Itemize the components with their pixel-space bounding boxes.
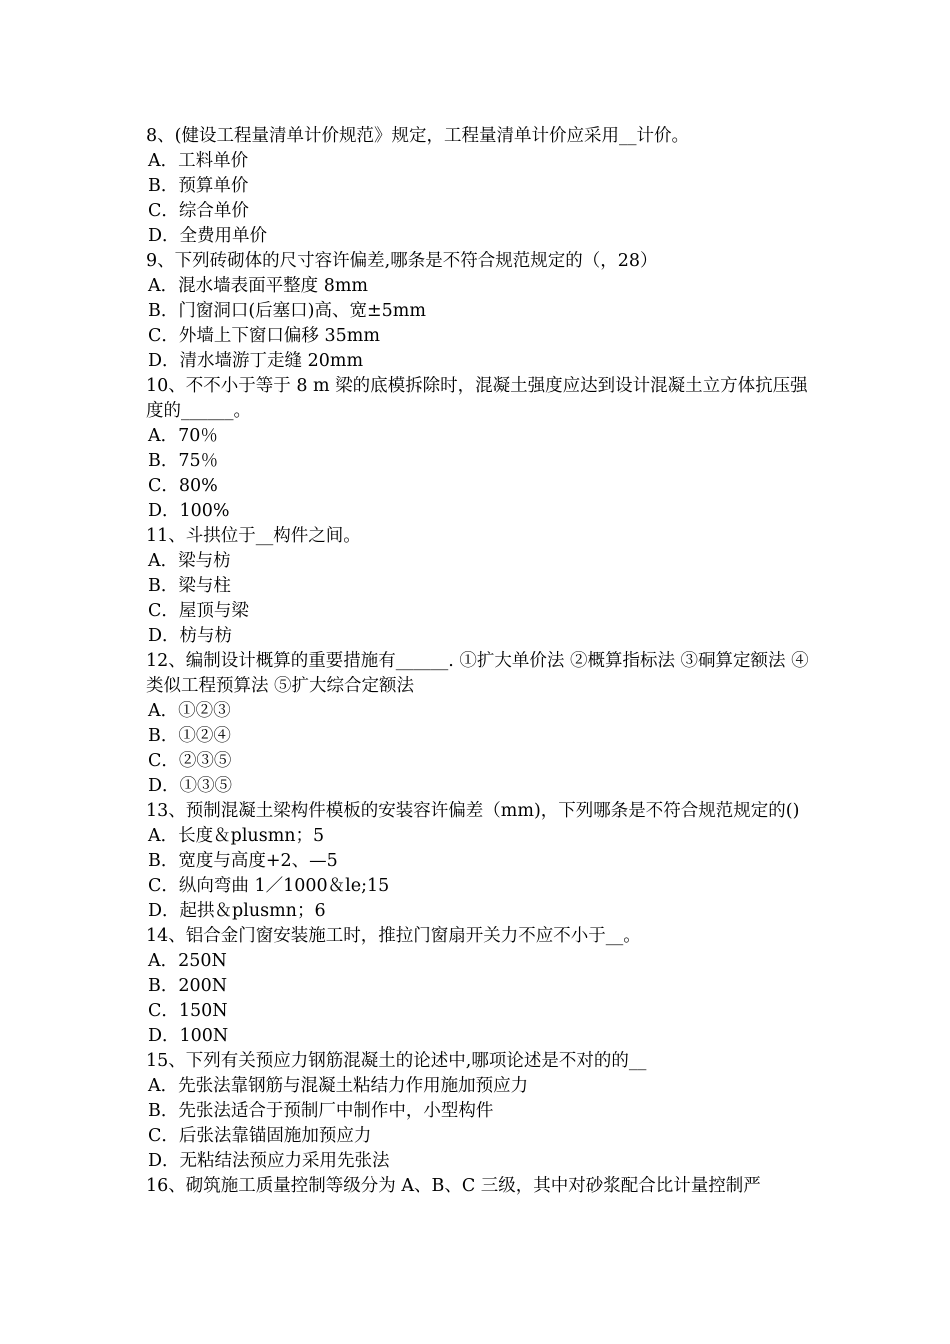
option-a: A．①②③ [148, 701, 231, 721]
question-stem: 9、下列砖砌体的尺寸容许偏差,哪条是不符合规范规定的（，28） [146, 251, 658, 271]
question-9 [146, 249, 810, 374]
question-stem: 11、斗拱位于__构件之间。 [146, 526, 361, 546]
option-b: B．门窗洞口(后塞口)高、宽±5mm [148, 301, 426, 321]
option-b: B．先张法适合于预制厂中制作中，小型构件 [148, 1101, 494, 1121]
question-12 [146, 649, 810, 799]
option-a: A．先张法靠钢筋与混凝土粘结力作用施加预应力 [148, 1076, 529, 1096]
option-a: A．长度＆plusmn；5 [148, 826, 325, 846]
option-d: D．①③⑤ [148, 776, 233, 796]
option-d: D．100% [148, 501, 230, 521]
option-c: C．综合单价 [148, 201, 249, 221]
option-a: A．工料单价 [148, 151, 249, 171]
option-a: A．梁与枋 [148, 551, 231, 571]
question-stem: 16、砌筑施工质量控制等级分为 A、B、C 三级，其中对砂浆配合比计量控制严 [146, 1176, 761, 1196]
option-d: D．起拱＆plusmn；6 [148, 901, 326, 921]
option-c: C．纵向弯曲 1／1000＆le;15 [148, 876, 390, 896]
option-d: D．枋与枋 [148, 626, 233, 646]
option-a: A．250N [148, 951, 227, 971]
option-b: B．梁与柱 [148, 576, 231, 596]
question-15 [146, 1049, 810, 1174]
question-11 [146, 524, 810, 649]
question-stem: 12、编制设计概算的重要措施有______. ①扩大单价法 ②概算指标法 ③硐算定额法 ④类似工程预算法 ⑤扩大综合定额法 [146, 651, 809, 696]
option-b: B．200N [148, 976, 228, 996]
option-b: B．预算单价 [148, 176, 249, 196]
option-b: B．宽度与高度+2、—5 [148, 851, 338, 871]
option-d: D．全费用单价 [148, 226, 268, 246]
option-a: A．混水墙表面平整度 8mm [148, 276, 369, 296]
option-a: A．70％ [148, 426, 218, 446]
question-14 [146, 924, 810, 1049]
question-8 [146, 124, 810, 249]
question-16 [146, 1174, 810, 1199]
option-c: C．外墙上下窗口偏移 35mm [148, 326, 380, 346]
question-10 [146, 374, 810, 524]
option-c: C．屋顶与梁 [148, 601, 249, 621]
question-stem: 15、下列有关预应力钢筋混凝土的论述中,哪项论述是不对的的__ [146, 1051, 647, 1071]
question-13 [146, 799, 810, 924]
option-b: B．①②④ [148, 726, 231, 746]
option-c: C．80% [148, 476, 218, 496]
option-d: D．清水墙游丁走缝 20mm [148, 351, 364, 371]
option-c: C．②③⑤ [148, 751, 232, 771]
option-c: C．150N [148, 1001, 228, 1021]
option-d: D．无粘结法预应力采用先张法 [148, 1151, 390, 1171]
option-d: D．100N [148, 1026, 229, 1046]
question-list [146, 124, 810, 1199]
question-stem: 8、(健设工程量清单计价规范》规定，工程量清单计价应采用__计价。 [146, 126, 689, 146]
question-stem: 10、不不小于等于 8 m 梁的底模拆除时，混凝土强度应达到设计混凝土立方体抗压强度的______。 [146, 376, 808, 421]
option-b: B．75％ [148, 451, 219, 471]
question-stem: 14、铝合金门窗安装施工时，推拉门窗扇开关力不应不小于__。 [146, 926, 641, 946]
question-stem: 13、预制混凝土梁构件模板的安装容许偏差（mm)，下列哪条是不符合规范规定的() [146, 801, 800, 821]
option-c: C．后张法靠锚固施加预应力 [148, 1126, 372, 1146]
